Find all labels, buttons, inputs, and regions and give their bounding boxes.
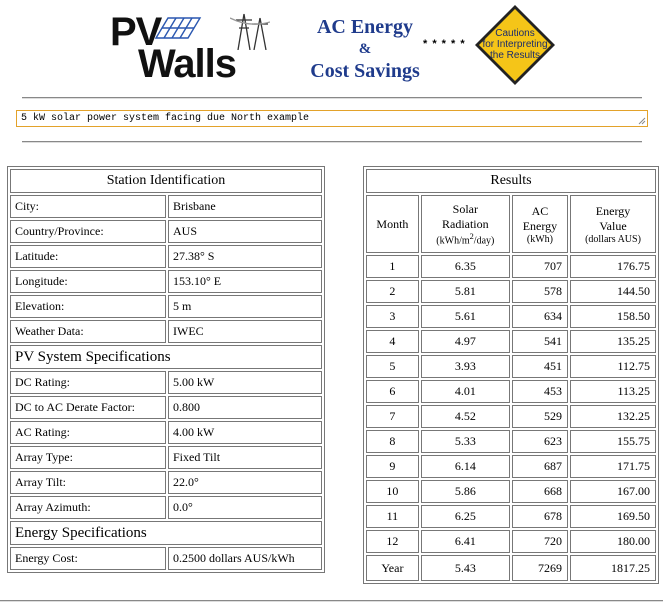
month-cell: 4: [366, 330, 419, 353]
table-row: [366, 380, 656, 403]
col-solar-unit: $(kWh/m^2/day)$: [436, 231, 495, 247]
ac-cell: 720: [512, 530, 568, 553]
table-row: [10, 220, 322, 243]
solar-panel-icon: [154, 16, 202, 42]
table-row: [366, 505, 656, 528]
table-row: [10, 195, 322, 218]
table-row: [10, 396, 322, 419]
divider-mid: [22, 141, 642, 143]
pv-heading: PV System Specifications: [10, 345, 322, 369]
row-value: 4.00 kW: [168, 421, 322, 444]
row-label: Energy Cost:: [10, 547, 166, 570]
table-row: [10, 371, 322, 394]
table-row: [366, 355, 656, 378]
month-cell: 3: [366, 305, 419, 328]
station-table: [7, 166, 325, 573]
row-value: Fixed Tilt: [168, 446, 322, 469]
value-cell: 169.50: [570, 505, 656, 528]
ac-cell: 634: [512, 305, 568, 328]
col-value-unit: (dollars AUS): [585, 233, 641, 245]
month-cell: 8: [366, 430, 419, 453]
caution-line-3: the Results: [489, 50, 541, 61]
value-cell: 144.50: [570, 280, 656, 303]
row-value: 0.0°: [168, 496, 322, 519]
resize-grip-icon[interactable]: [638, 117, 646, 125]
month-cell: 12: [366, 530, 419, 553]
energy-heading: Energy Specifications: [10, 521, 322, 545]
year-row: [366, 555, 656, 581]
row-value: 153.10° E: [168, 270, 322, 293]
month-cell: 6: [366, 380, 419, 403]
value-cell: 158.50: [570, 305, 656, 328]
table-row: [10, 471, 322, 494]
title-line-2: &: [358, 41, 372, 57]
year-label: Year: [366, 555, 419, 581]
year-ac: 7269: [512, 555, 568, 581]
stars-decoration: * * * * *: [423, 38, 466, 50]
row-value: 27.38° S: [168, 245, 322, 268]
value-cell: 132.25: [570, 405, 656, 428]
solar-cell: 6.35: [421, 255, 510, 278]
ac-cell: 529: [512, 405, 568, 428]
solar-cell: 4.97: [421, 330, 510, 353]
description-text: 5 kW solar power system facing due North example: [21, 113, 310, 124]
month-cell: 9: [366, 455, 419, 478]
month-cell: 11: [366, 505, 419, 528]
table-row: [366, 530, 656, 553]
month-cell: 7: [366, 405, 419, 428]
row-label: City:: [10, 195, 166, 218]
title-line-3: Cost Savings: [310, 60, 420, 82]
description-textarea[interactable]: [16, 110, 648, 127]
table-row: [10, 421, 322, 444]
table-row: [366, 430, 656, 453]
col-ac-line2: Energy: [522, 218, 558, 233]
solar-cell: 6.25: [421, 505, 510, 528]
value-cell: 171.75: [570, 455, 656, 478]
table-row: [10, 446, 322, 469]
table-row: [10, 245, 322, 268]
col-value: [570, 195, 656, 253]
col-ac-line1: AC: [531, 203, 549, 218]
row-value: 0.2500 dollars AUS/kWh: [168, 547, 322, 570]
col-ac-unit: (kWh): [526, 233, 553, 245]
ac-cell: 623: [512, 430, 568, 453]
ac-cell: 678: [512, 505, 568, 528]
row-label: Array Tilt:: [10, 471, 166, 494]
caution-line-1: Cautions: [495, 28, 535, 39]
row-value: 5 m: [168, 295, 322, 318]
row-value: 0.800: [168, 396, 322, 419]
row-label: DC to AC Derate Factor:: [10, 396, 166, 419]
table-row: [10, 547, 322, 570]
value-cell: 135.25: [570, 330, 656, 353]
cautions-link[interactable]: [474, 4, 556, 86]
station-heading: Station Identification: [10, 169, 322, 193]
col-solar-line1: Solar: [452, 201, 478, 216]
table-row: [366, 330, 656, 353]
ac-cell: 668: [512, 480, 568, 503]
pvwatts-logo: [110, 8, 270, 86]
page-title: [300, 16, 430, 82]
row-label: Array Type:: [10, 446, 166, 469]
table-row: [366, 405, 656, 428]
ac-cell: 707: [512, 255, 568, 278]
ac-cell: 451: [512, 355, 568, 378]
value-cell: 112.75: [570, 355, 656, 378]
logo-walls-text: Walls: [138, 42, 236, 86]
year-solar: 5.43: [421, 555, 510, 581]
month-cell: 10: [366, 480, 419, 503]
year-value: 1817.25: [570, 555, 656, 581]
table-row: [10, 295, 322, 318]
results-header-row: [366, 195, 656, 253]
col-value-line2: Value: [599, 218, 627, 233]
month-cell: 5: [366, 355, 419, 378]
solar-cell: 5.61: [421, 305, 510, 328]
table-row: [366, 305, 656, 328]
solar-cell: 5.33: [421, 430, 510, 453]
logo-pv-text: PV: [110, 10, 162, 54]
value-cell: 180.00: [570, 530, 656, 553]
col-value-line1: Energy: [595, 203, 631, 218]
value-cell: 155.75: [570, 430, 656, 453]
solar-cell: 4.52: [421, 405, 510, 428]
divider-bottom: [0, 600, 663, 602]
table-row: [10, 320, 322, 343]
row-value: IWEC: [168, 320, 322, 343]
row-value: AUS: [168, 220, 322, 243]
solar-cell: 5.81: [421, 280, 510, 303]
solar-cell: 3.93: [421, 355, 510, 378]
value-cell: 113.25: [570, 380, 656, 403]
results-table: [363, 166, 659, 584]
row-label: Array Azimuth:: [10, 496, 166, 519]
solar-cell: 6.14: [421, 455, 510, 478]
solar-cell: 5.86: [421, 480, 510, 503]
ac-cell: 541: [512, 330, 568, 353]
row-value: 5.00 kW: [168, 371, 322, 394]
row-label: Longitude:: [10, 270, 166, 293]
col-month: Month: [366, 195, 419, 253]
table-row: [366, 480, 656, 503]
col-ac: [512, 195, 568, 253]
table-row: [366, 280, 656, 303]
ac-cell: 687: [512, 455, 568, 478]
table-row: [10, 496, 322, 519]
row-value: Brisbane: [168, 195, 322, 218]
divider-top: [22, 97, 642, 99]
title-line-1: AC Energy: [316, 16, 414, 38]
solar-cell: 4.01: [421, 380, 510, 403]
table-row: [366, 455, 656, 478]
value-cell: 167.00: [570, 480, 656, 503]
value-cell: 176.75: [570, 255, 656, 278]
col-solar: [421, 195, 510, 253]
month-cell: 1: [366, 255, 419, 278]
ac-cell: 578: [512, 280, 568, 303]
ac-cell: 453: [512, 380, 568, 403]
row-value: 22.0°: [168, 471, 322, 494]
row-label: Elevation:: [10, 295, 166, 318]
caution-line-2: for Interpreting: [482, 39, 548, 50]
month-cell: 2: [366, 280, 419, 303]
row-label: Latitude:: [10, 245, 166, 268]
row-label: Country/Province:: [10, 220, 166, 243]
row-label: AC Rating:: [10, 421, 166, 444]
results-heading: Results: [366, 169, 656, 193]
col-solar-line2: Radiation: [441, 216, 489, 231]
row-label: Weather Data:: [10, 320, 166, 343]
row-label: DC Rating:: [10, 371, 166, 394]
solar-cell: 6.41: [421, 530, 510, 553]
table-row: [366, 255, 656, 278]
power-tower-icon: [230, 10, 270, 50]
caution-text: [474, 28, 556, 61]
table-row: [10, 270, 322, 293]
